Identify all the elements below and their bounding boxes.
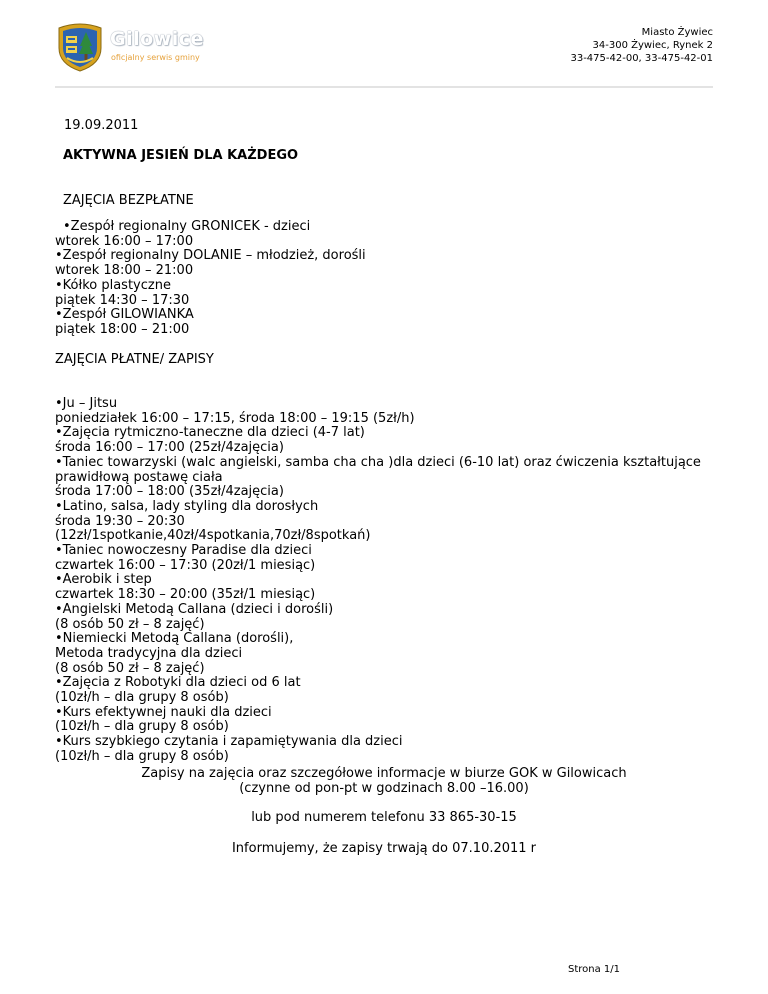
list-item-schedule: środa 19:30 – 20:30: [55, 513, 185, 529]
list-item-schedule: piątek 14:30 – 17:30: [55, 292, 190, 308]
free-classes-list: [55, 220, 715, 338]
list-item: Metoda tradycyjna dla dzieci: [55, 645, 243, 661]
coat-of-arms-icon: [55, 22, 105, 72]
logo-name: Gilowice: [110, 28, 204, 50]
list-item-price: (8 osób 50 zł – 8 zajęć): [55, 660, 205, 676]
list-item-schedule: poniedziałek 16:00 – 17:15, środa 18:00 – 19:15 (5zł/h): [55, 410, 415, 426]
article-title: AKTYWNA JESIEŃ DLA KAŻDEGO: [63, 148, 299, 163]
list-item: •Latino, salsa, lady styling dla dorosłych: [55, 498, 319, 514]
list-item-price: (10zł/h – dla grupy 8 osób): [55, 748, 229, 764]
list-item: •Niemiecki Metodą Callana (dorośli),: [55, 631, 294, 647]
list-item-schedule: czwartek 18:30 – 20:00 (35zł/1 miesiąc): [55, 587, 316, 603]
list-item-schedule: czwartek 16:00 – 17:30 (20zł/1 miesiąc): [55, 557, 316, 573]
list-item-schedule: wtorek 16:00 – 17:00: [55, 233, 194, 249]
list-item: •Kurs szybkiego czytania i zapamiętywania dla dzieci: [55, 734, 403, 750]
list-item-schedule: piątek 18:00 – 21:00: [55, 321, 190, 337]
list-item-price: (10zł/h – dla grupy 8 osób): [55, 719, 229, 735]
enrollment-info-line: Zapisy na zajęcia oraz szczegółowe informacje w biurze GOK w Gilowicach: [141, 766, 627, 781]
deadline-line: Informujemy, że zapisy trwają do 07.10.2011 r: [231, 841, 537, 856]
list-item-schedule: środa 17:00 – 18:00 (35zł/4zajęcia): [55, 484, 284, 500]
phone-line: lub pod numerem telefonu 33 865-30-15: [251, 810, 517, 825]
list-item: •Aerobik i step: [55, 572, 152, 588]
list-item: •Zespół GILOWIANKA: [55, 307, 194, 323]
list-item: •Zespół regionalny GRONICEK - dzieci: [63, 219, 311, 234]
contact-city: Miasto Żywiec: [641, 27, 713, 38]
list-item-schedule: wtorek 18:00 – 21:00: [55, 263, 194, 279]
contact-phones: 33-475-42-00, 33-475-42-01: [570, 53, 713, 64]
list-item-price: (8 osób 50 zł – 8 zajęć): [55, 616, 205, 632]
list-item-price: (12zł/1spotkanie,40zł/4spotkania,70zł/8spotkań): [55, 528, 371, 544]
page-number: Strona 1/1: [568, 964, 621, 975]
page-header: [0, 0, 768, 88]
article-date: 19.09.2011: [64, 118, 139, 133]
list-item-price: (10zł/h – dla grupy 8 osób): [55, 690, 229, 706]
logo-tagline: oficjalny serwis gminy: [111, 53, 200, 62]
header-divider: [55, 86, 713, 88]
enrollment-info: [55, 766, 713, 796]
list-item: •Taniec nowoczesny Paradise dla dzieci: [55, 543, 312, 559]
list-item: •Zajęcia z Robotyki dla dzieci od 6 lat: [55, 675, 301, 691]
contact-address: 34-300 Żywiec, Rynek 2: [592, 40, 713, 51]
free-classes-heading: ZAJĘCIA BEZPŁATNE: [63, 193, 194, 208]
site-logo[interactable]: [55, 22, 215, 72]
list-item: •Kurs efektywnej nauki dla dzieci: [55, 704, 272, 720]
list-item: •Taniec towarzyski (walc angielski, samba cha cha )dla dzieci (6-10 lat) oraz ćwiczenia kształtujące: [55, 454, 701, 470]
list-item: •Angielski Metodą Callana (dzieci i dorośli): [55, 601, 334, 617]
list-item: •Zajęcia rytmiczno-taneczne dla dzieci (4-7 lat): [55, 425, 365, 441]
paid-classes-heading: ZAJĘCIA PŁATNE/ ZAPISY: [55, 352, 214, 367]
paid-classes-list: [55, 397, 715, 765]
list-item: •Kółko plastyczne: [55, 277, 171, 293]
contact-block: [570, 26, 713, 65]
list-item: •Ju – Jitsu: [55, 396, 118, 411]
office-hours-line: (czynne od pon-pt w godzinach 8.00 –16.00): [239, 781, 529, 796]
list-item: prawidłową postawę ciała: [55, 469, 223, 485]
list-item-schedule: środa 16:00 – 17:00 (25zł/4zajęcia): [55, 440, 284, 456]
list-item: •Zespół regionalny DOLANIE – młodzież, dorośli: [55, 248, 366, 264]
